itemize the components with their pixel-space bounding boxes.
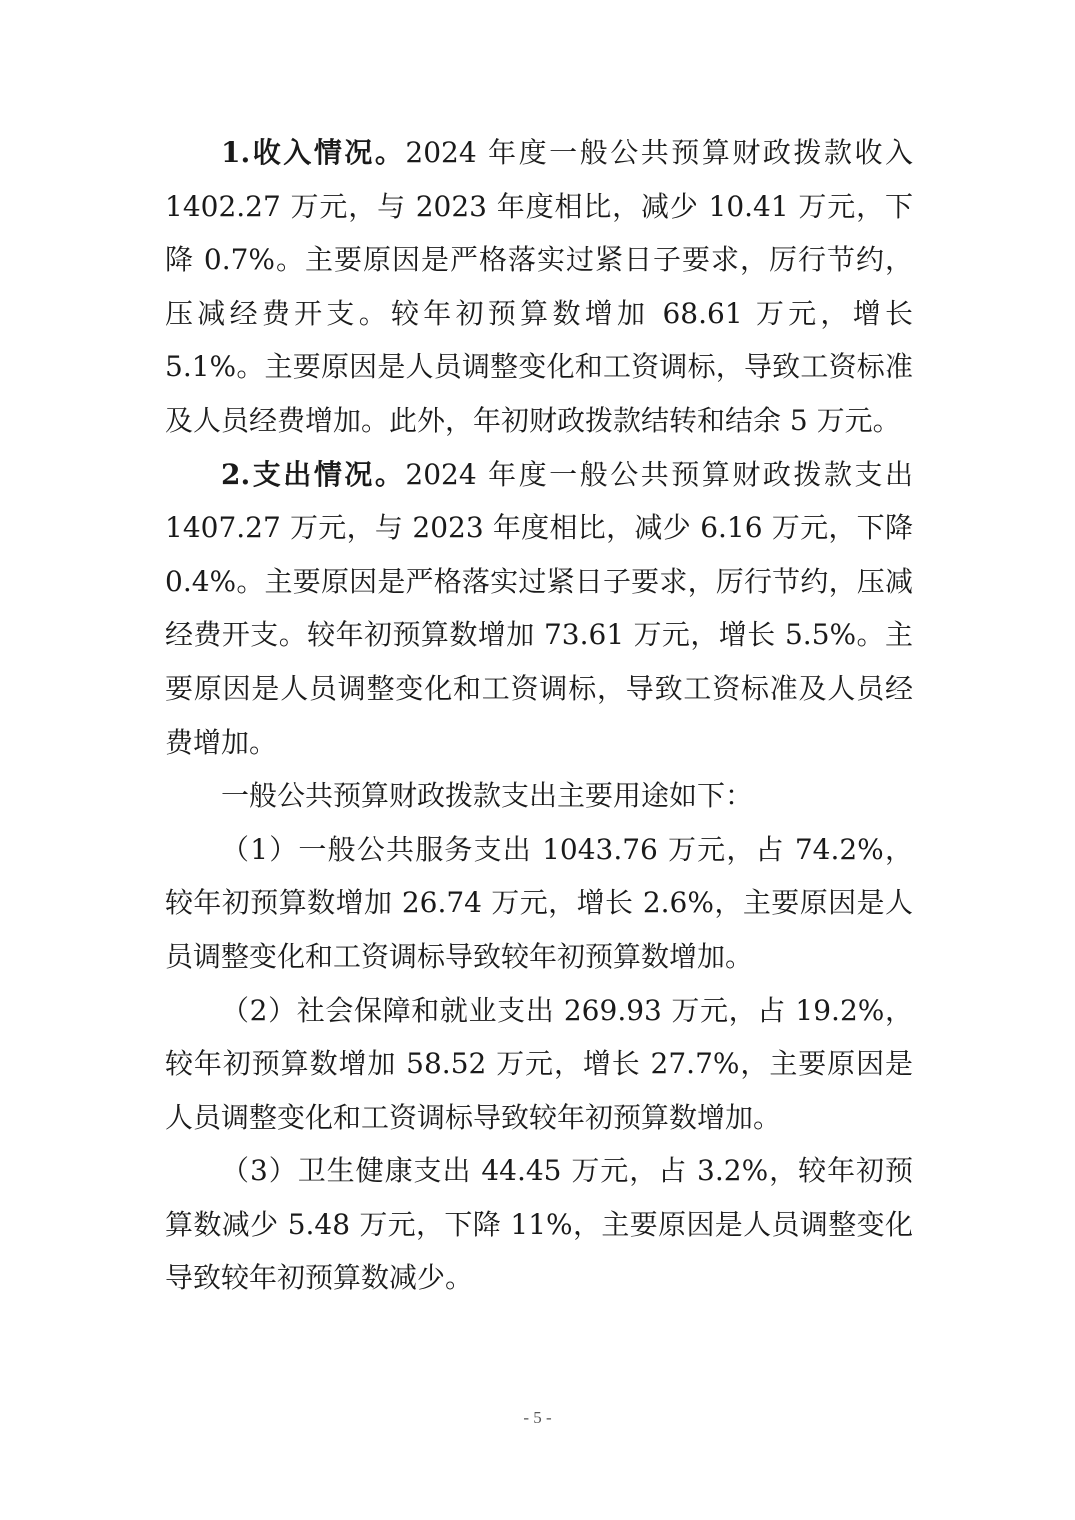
- paragraph-uses-intro: 一般公共预算财政拨款支出主要用途如下：: [221, 779, 754, 813]
- paragraph-income: [165, 126, 913, 448]
- paragraph-expenditure: [165, 448, 913, 770]
- paragraph-item-general-services: （1）一般公共服务支出 1043.76 万元，占 74.2%，较年初预算数增加 26.74 万元，增长 2.6%，主要原因是人员调整变化和工资调标导致较年初预算数增加。: [165, 832, 913, 973]
- page-number: - 5 -: [523, 1408, 552, 1427]
- paragraph-item-health: （3）卫生健康支出 44.45 万元，占 3.2%，较年初预算数减少 5.48 万元，下降 11%，主要原因是人员调整变化导致较年初预算数减少。: [165, 1154, 913, 1295]
- expenditure-text: 2024 年度一般公共预算财政拨款支出 1407.27 万元，与 2023 年度相比，减少 6.16 万元，下降 0.4%。主要原因是严格落实过紧日子要求，厉行节约，压减经费开支。较年初预算数增加 73.61 万元，增长 5.5%。主要原因是人员调整变化和工资调标，导致工资标准及人员经费增加。: [165, 457, 913, 759]
- document-body: [165, 126, 913, 1305]
- income-heading: 1.收入情况。: [221, 136, 406, 169]
- income-text: 2024 年度一般公共预算财政拨款收入 1402.27 万元，与 2023 年度相比，减少 10.41 万元，下降 0.7%。主要原因是严格落实过紧日子要求，厉行节约，压减经费开支。较年初预算数增加 68.61 万元，增长 5.1%。主要原因是人员调整变化和工资调标，导致工资标准及人员经费增加。此外，年初财政拨款结转和结余 5 万元。: [165, 136, 913, 437]
- paragraph-item-social-security: （2）社会保障和就业支出 269.93 万元，占 19.2%，较年初预算数增加 58.52 万元，增长 27.7%，主要原因是人员调整变化和工资调标导致较年初预算数增加。: [165, 993, 913, 1134]
- expenditure-heading: 2.支出情况。: [221, 457, 406, 491]
